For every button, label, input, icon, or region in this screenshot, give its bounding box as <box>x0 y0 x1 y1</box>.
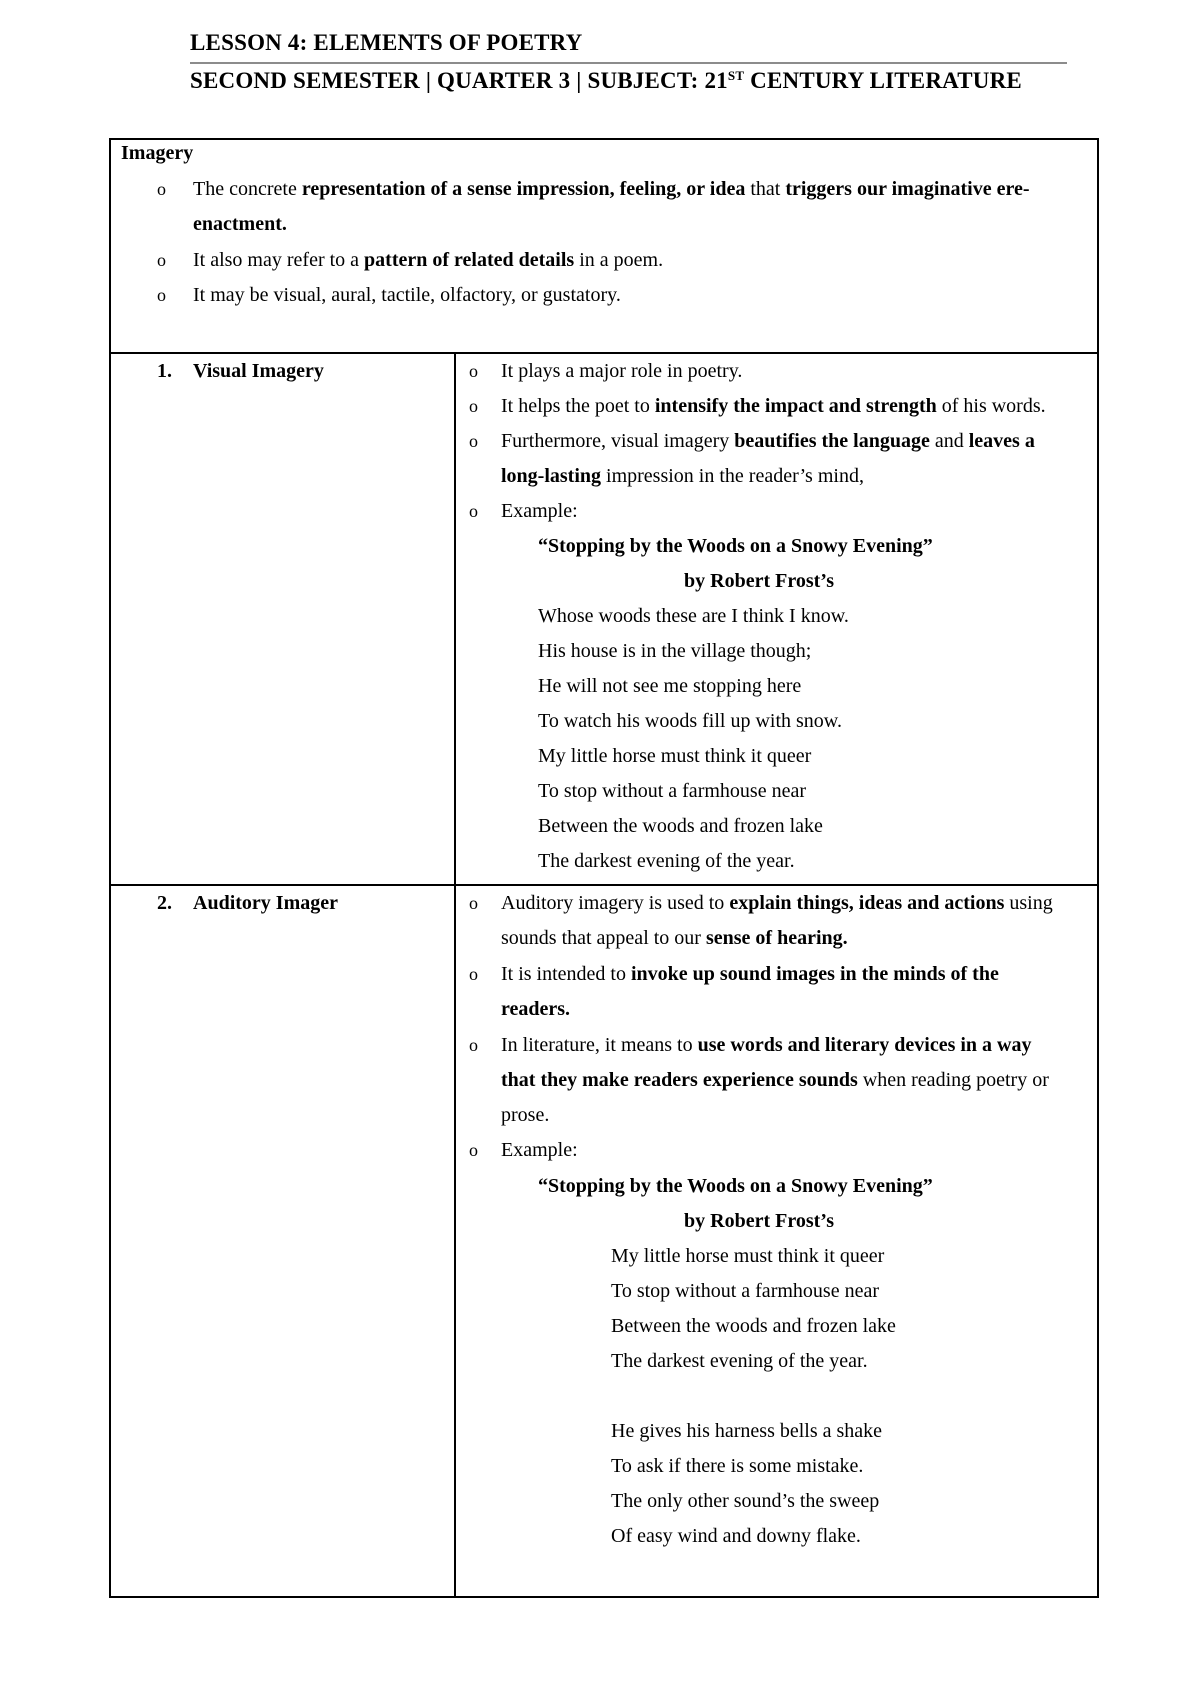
visual-p3-a: Furthermore, visual imagery <box>501 430 735 452</box>
visual-p3-c: and <box>929 430 969 452</box>
imagery-point-1-cont: enactment. <box>193 213 287 235</box>
bullet-icon: o <box>157 179 166 199</box>
auditory-number: 2. <box>157 892 172 914</box>
auditory-poem-line: To ask if there is some mistake. <box>611 1455 864 1477</box>
imagery-p1-d: triggers our imaginative ere- <box>785 178 1030 200</box>
imagery-p2-a: It also may refer to a <box>193 249 365 271</box>
visual-p3-f: impression in the reader’s mind, <box>601 465 864 487</box>
auditory-label: Auditory Imager <box>193 892 338 914</box>
imagery-p2-c: in a poem. <box>574 249 664 271</box>
bullet-icon: o <box>469 1035 478 1055</box>
auditory-p2-b: invoke up sound images in the minds of the <box>630 963 999 985</box>
auditory-p1-e: sense of hearing. <box>705 927 848 949</box>
visual-p3-b: beautifies the language <box>734 430 930 452</box>
auditory-poem-line: The darkest evening of the year. <box>611 1350 868 1372</box>
imagery-p1-c: that <box>745 178 786 200</box>
bullet-icon: o <box>469 361 478 381</box>
auditory-poem-line: To stop without a farmhouse near <box>611 1280 879 1302</box>
visual-poem-line: The darkest evening of the year. <box>538 850 795 872</box>
bullet-icon: o <box>469 431 478 451</box>
lesson-title: LESSON 4: ELEMENTS OF POETRY <box>190 30 583 55</box>
visual-poem-title: “Stopping by the Woods on a Snowy Evening” <box>538 535 933 557</box>
imagery-point-2 <box>193 243 663 278</box>
header-divider <box>190 62 1067 64</box>
auditory-example-label: Example: <box>501 1139 578 1161</box>
auditory-p3-a: In literature, it means to <box>501 1034 698 1056</box>
imagery-heading: Imagery <box>121 142 194 164</box>
auditory-p1-d: sounds that appeal to our <box>501 927 706 949</box>
visual-poem-line: He will not see me stopping here <box>538 675 802 697</box>
course-meta <box>190 68 1022 94</box>
visual-point-2 <box>501 389 1046 424</box>
auditory-p2-a: It is intended to <box>501 963 631 985</box>
bullet-icon: o <box>469 396 478 416</box>
auditory-imagery-row <box>111 886 1097 1596</box>
visual-example-label: Example: <box>501 500 578 522</box>
auditory-point-3-cont <box>501 1063 1049 1098</box>
bullet-icon: o <box>469 1140 478 1160</box>
auditory-p3-d: when reading poetry or <box>857 1069 1049 1091</box>
visual-number: 1. <box>157 360 172 382</box>
auditory-poem-line: My little horse must think it queer <box>611 1245 885 1267</box>
imagery-p2-b: pattern of related details <box>364 249 575 271</box>
bullet-icon: o <box>469 893 478 913</box>
auditory-p1-b: explain things, ideas and actions <box>729 892 1005 914</box>
bullet-icon: o <box>469 964 478 984</box>
auditory-p1-c: using <box>1004 892 1053 914</box>
visual-imagery-row <box>111 354 1097 886</box>
imagery-p1-b: representation of a sense impression, feeling, or idea <box>301 178 746 200</box>
visual-p3-d: leaves a <box>968 430 1035 452</box>
auditory-poem-line: The only other sound’s the sweep <box>611 1490 880 1512</box>
visual-poem-line: His house is in the village though; <box>538 640 812 662</box>
visual-poem-line: To stop without a farmhouse near <box>538 780 806 802</box>
visual-poem-author: by Robert Frost’s <box>684 570 834 592</box>
auditory-point-3-cont2: prose. <box>501 1104 550 1126</box>
visual-point-3 <box>501 424 1035 459</box>
visual-p2-b: intensify the impact and strength <box>654 395 937 417</box>
imagery-point-1 <box>193 172 1030 207</box>
visual-poem-line: Whose woods these are I think I know. <box>538 605 849 627</box>
visual-p2-a: It helps the poet to <box>501 395 655 417</box>
course-meta-prefix: SECOND SEMESTER | QUARTER 3 | SUBJECT: 21 <box>190 68 728 93</box>
auditory-poem-line: Of easy wind and downy flake. <box>611 1525 861 1547</box>
visual-poem-line: My little horse must think it queer <box>538 745 812 767</box>
auditory-poem-title: “Stopping by the Woods on a Snowy Evening” <box>538 1175 933 1197</box>
course-meta-superscript: ST <box>727 68 745 83</box>
auditory-poem-author: by Robert Frost’s <box>684 1210 834 1232</box>
auditory-p1-a: Auditory imagery is used to <box>501 892 730 914</box>
visual-label: Visual Imagery <box>193 360 324 382</box>
bullet-icon: o <box>157 285 166 305</box>
auditory-point-3 <box>501 1028 1032 1063</box>
visual-poem-line: Between the woods and frozen lake <box>538 815 823 837</box>
auditory-point-1 <box>501 886 1053 921</box>
visual-poem-line: To watch his woods fill up with snow. <box>538 710 842 732</box>
auditory-poem-line: Between the woods and frozen lake <box>611 1315 896 1337</box>
bullet-icon: o <box>157 250 166 270</box>
visual-p2-c: of his words. <box>936 395 1046 417</box>
auditory-point-2 <box>501 957 999 992</box>
imagery-section <box>111 140 1097 354</box>
auditory-poem-line: He gives his harness bells a shake <box>611 1420 883 1442</box>
bullet-icon: o <box>469 501 478 521</box>
imagery-p1-a: The concrete <box>193 178 302 200</box>
visual-p3-e: long-lasting <box>501 465 602 487</box>
visual-point-3-cont <box>501 459 864 494</box>
visual-point-1: It plays a major role in poetry. <box>501 360 743 382</box>
auditory-point-1-cont <box>501 921 848 956</box>
auditory-p3-c: that they make readers experience sounds <box>501 1069 858 1091</box>
content-table <box>109 138 1099 1598</box>
course-meta-suffix: CENTURY LITERATURE <box>744 68 1022 93</box>
auditory-point-2-cont: readers. <box>501 998 571 1020</box>
auditory-p3-b: use words and literary devices in a way <box>697 1034 1032 1056</box>
imagery-point-3: It may be visual, aural, tactile, olfactory, or gustatory. <box>193 284 621 306</box>
